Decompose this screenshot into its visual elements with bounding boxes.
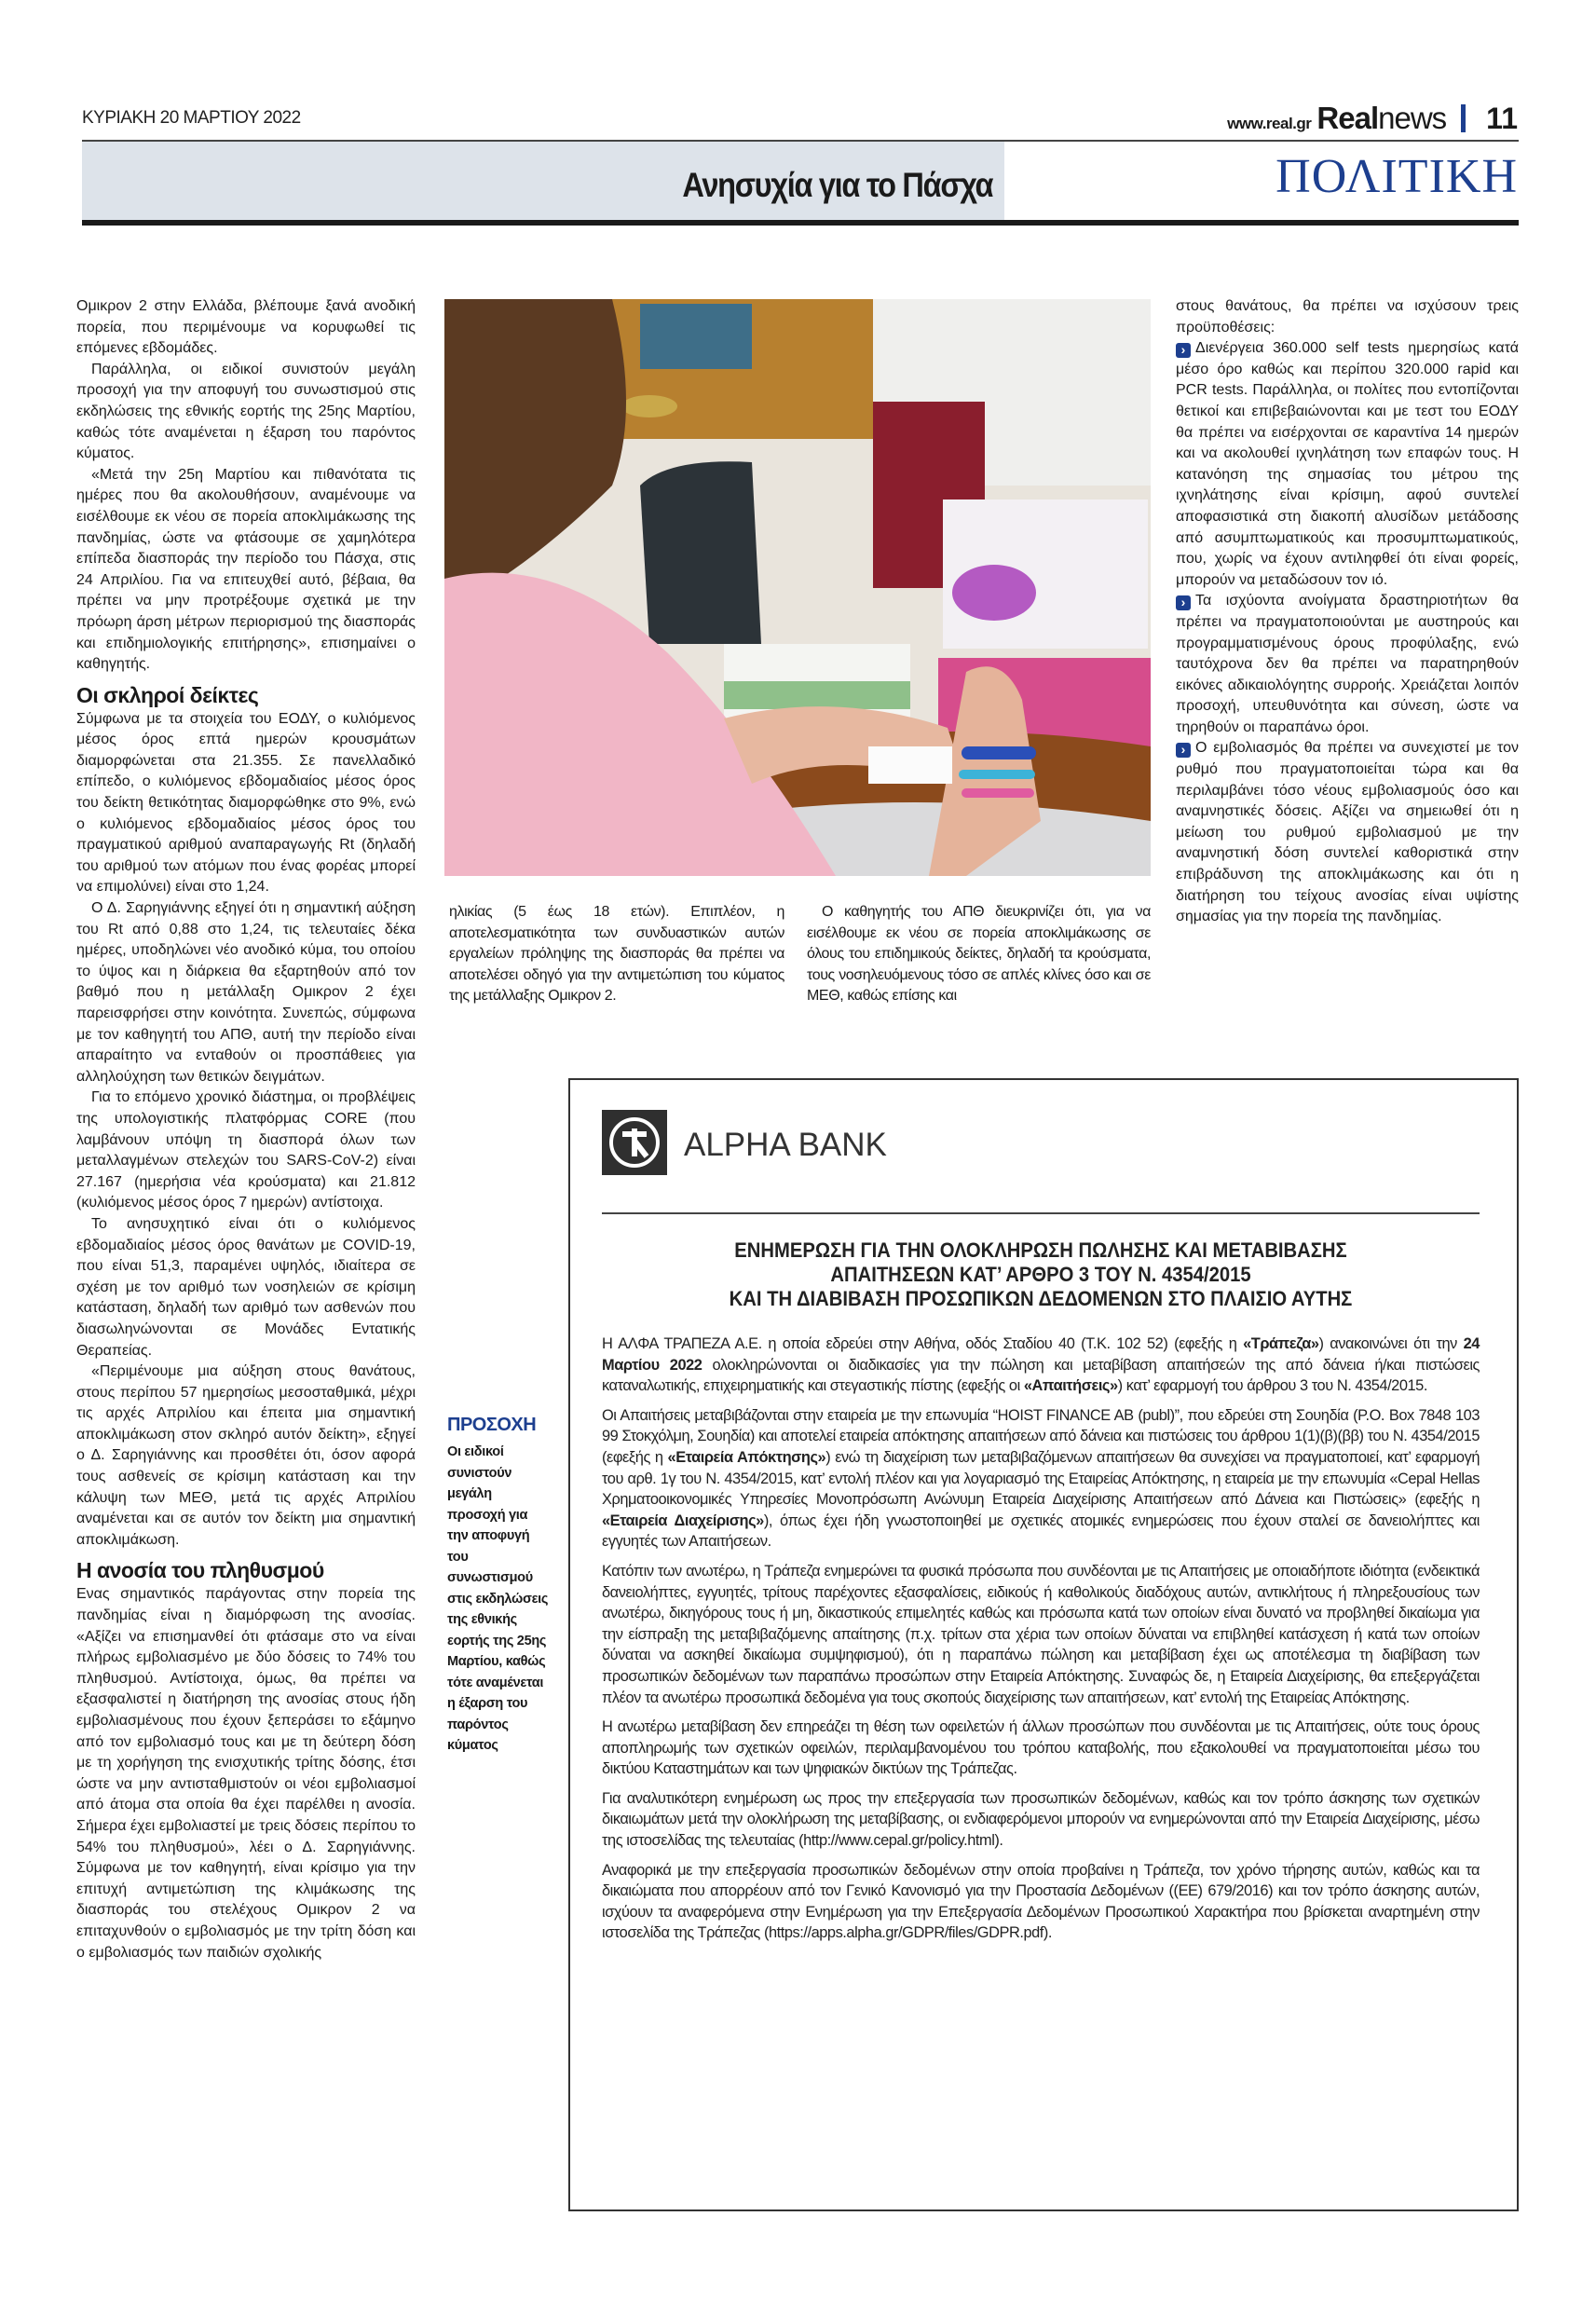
bullet-item bbox=[1176, 338, 1519, 591]
callout-box bbox=[447, 1415, 550, 1757]
callout-text: Οι ειδικοί συνιστούν μεγάλη προσοχή για την αποφυγή του συνωστισμού στις εκδηλώσεις της εθνικής εορτής της 25ης Μαρτίου, καθώς τότε αναμένεται η έξαρση του παρόντος κύματος bbox=[447, 1444, 549, 1753]
text: ) κατ’ εφαρμογή του άρθρου 3 του Ν. 4354/2015. bbox=[1117, 1377, 1427, 1395]
logo-real: Real bbox=[1316, 101, 1379, 135]
bold-term: «Απαιτήσεις» bbox=[1023, 1377, 1118, 1395]
article-photo bbox=[444, 299, 1151, 876]
title-line: ΚΑΙ ΤΗ ΔΙΑΒΙΒΑΣΗ ΠΡΟΣΩΠΙΚΩΝ ΔΕΔΟΜΕΝΩΝ ΣΤΟ ΠΛΑΙΣΙΟ ΑΥΤΗΣ bbox=[729, 1287, 1353, 1310]
paragraph: Αναφορικά με την επεξεργασία προσωπικών δεδομένων στην οποία προβαίνει η Τράπεζα, τον χρόνο τήρησης αυτών, καθώς και τα δικαιώματα που απορρέουν από τον Γενικό Κανονισμό για την Προστασία Δεδομένων ((ΕΕ) 679/2016) και τον τρόπο άσκησης αυτών, ισχύουν τα αναφερόμενα στην Ενημέρωση για την Επεξεργασία Δεδομένων Προσωπικού Χαρακτήρα που βρίσκεται αναρτημένη στην ιστοσελίδα της Τράπεζας (https://apps.alpha.gr/GDPR/files/GDPR.pdf). bbox=[602, 1861, 1480, 1942]
callout-title: ΠΡΟΣΟΧΗ bbox=[447, 1415, 537, 1435]
alpha-bank-notice bbox=[568, 1078, 1519, 2211]
title-line: ΑΠΑΙΤΗΣΕΩΝ ΚΑΤ’ ΑΡΘΡΟ 3 ΤΟΥ Ν. 4354/2015 bbox=[830, 1263, 1251, 1286]
site-url[interactable]: www.real.gr bbox=[1227, 115, 1312, 132]
covid-self-test-photo bbox=[444, 299, 1151, 876]
paragraph: Ενας σημαντικός παράγοντας στην πορεία της πανδημίας είναι η διαμόρφωση της ανοσίας. «Αξίζει να επισημανθεί ότι φτάσαμε στο να είναι πλήρως εμβολιασμένο με δύο δόσεις το 74% του πληθυσμού. Αντίστοιχα, όμως, θα πρέπει να εξασφαλιστεί η διατήρηση της ανοσίας στους ήδη εμβολιασμένους που έχουν ξεπεράσει το εξάμηνο από τον εμβολιασμό τους και με τη δεύτερη δόση με τη χορήγηση της ενισχυτικής τρίτης δόσης, έτσι ώστε να μην αντισταθμιστούν οι νέοι εμβολιασμοί από άτομα στα οποία θα έχει παρέλθει η ανοσία. Σήμερα έχει εμβολιαστεί με τρεις δόσεις περίπου το 54% του πληθυσμού», λέει ο Δ. Σαρηγιάννης. Σύμφωνα με τον καθηγητή, είναι κρίσιμο για την επιτυχή αντιμετώπιση της κλιμάκωσης της διασποράς του στελέχους Ομικρον 2 να επιταχυνθούν ο εμβολιασμός με την τρίτη δόση και ο εμβολιασμός των παιδιών σχολικής bbox=[76, 1586, 416, 1961]
page-number: 11 bbox=[1486, 102, 1518, 135]
paragraph: Ο καθηγητής του ΑΠΘ διευκρινίζει ότι, για να εισέλθουμε εκ νέου σε πορεία αποκλιμάκωσης σε όλους του επιδημικούς δείκτες, δηλαδή τα κρούσματα, τους νοσηλευόμενους τόσο σε απλές κλίνες όσο και σε ΜΕΘ, καθώς επίσης και bbox=[807, 904, 1151, 1005]
bullet-item bbox=[1176, 591, 1519, 738]
bold-term: «Εταιρεία Διαχείρισης» bbox=[602, 1512, 764, 1529]
bold-term: «Εταιρεία Απόκτησης» bbox=[667, 1448, 826, 1466]
paragraph: Ο Δ. Σαρηγιάννης εξηγεί ότι η σημαντική αύξηση του Rt από 0,88 στο 1,24, τις τελευταίες δέκα ημέρες, υποδηλώνει νέο ανοδικό κύμα, του οποίου το ύψος και η διάρκεια θα εξαρτηθούν από τον βαθμό που η μετάλλαξη Ομικρον 2 έχει παρεισφρήσει στην κοινότητα. Συνεπώς, σύμφωνα με τον καθηγητή του ΑΠΘ, αυτή την περίοδο είναι απαραίτητο να ενταθούν οι προσπάθειες για αλληλούχηση των θετικών δειγμάτων. bbox=[76, 900, 416, 1085]
chevron-right-icon: › bbox=[1176, 595, 1191, 610]
section-title: ΠΟΛΙΤΙΚΗ bbox=[1275, 150, 1518, 203]
chevron-right-icon: › bbox=[1176, 743, 1191, 758]
paragraph: στους θανάτους, θα πρέπει να ισχύσουν τρεις προϋποθέσεις: bbox=[1176, 298, 1519, 335]
paragraph: Κατόπιν των ανωτέρω, η Τράπεζα ενημερώνει τα φυσικά πρόσωπα που συνδέονται με τις Απαιτήσεις με οποιαδήποτε ιδιότητα (ενδεικτικά δανειολήπτες, εγγυητές, τρίτους παρέχοντες εξασφαλίσεις, ειδικούς ή καθολικούς διαδόχους αυτών, αντικλήτους ή πληρεξουσίους των ανωτέρω, δικηγόρους τους ή μη, δικαστικούς επιμελητές καθώς και πρόσωπα κατά των οποίων είναι δυνατό να προβληθεί δικαίωμα για την είσπραξη της μεταβιβαζόμενης απαίτησης (π.χ. τρίτων στα χέρια των οποίων δύναται να επιβληθεί κατάσχεση ή κατά των οποίων δύναται να ασκηθεί δικαίωμα συμψηφισμού), ότι η παραπάνω πώληση και μεταβίβαση έχει ως αποτέλεσμα τη διαβίβαση των προσωπικών δεδομένων των παραπάνω προσώπων στην Εταιρεία Απόκτησης. Συναφώς δε, η Εταιρεία Διαχείρισης, θα επεξεργάζεται πλέον τα ανωτέρω προσωπικά δεδομένα για τους σκοπούς διαχείρισης των απαιτήσεων, κατ’ εντολή της Εταιρείας Απόκτησης. bbox=[602, 1562, 1480, 1706]
chevron-right-icon: › bbox=[1176, 343, 1191, 358]
text: ) ενώ τη διαχείριση των μεταβιβαζόμενων απαιτήσεων θα συνεχίσει να πραγματοποιεί, κατ’ εφαρμογή του αρθ. 1γ του Ν. 4354/2015, κατ’ εντολή πλέον και για λογαριασμό της Εταιρείας Απόκτησης, η εταιρεία με την επωνυμία «Cepal Hellas Χρηματοοικονομικές Υπηρεσίες Μονοπρόσωπη Ανώνυμη Εταιρεία Διαχείρισης Απαιτήσεων από Δάνεια και Πιστώσεις» (εφεξής η bbox=[602, 1448, 1480, 1509]
notice-title bbox=[637, 1238, 1445, 1311]
paragraph: Για αναλυτικότερη ενημέρωση ως προς την επεξεργασία των προσωπικών δεδομένων, καθώς και τον τρόπο άσκησης των σχετικών δικαιωμάτων μετά την ολοκλήρωση της μεταβίβασης, οι ενδιαφερόμενοι μπορούν να ενημερώνονται από την Εταιρεία Διαχείρισης, μέσω της ιστοσελίδας της τελευταίας (http://www.cepal.gr/policy.html). bbox=[602, 1789, 1480, 1850]
alpha-bank-name: ALPHA BANK bbox=[684, 1127, 887, 1163]
text: ), όπως έχει ήδη γνωστοποιηθεί με σχετικές ατομικές ενημερώσεις που έχουν σταλεί σε δανειολήπτες και εγγυητές των Απαιτήσεων. bbox=[602, 1512, 1480, 1551]
divider bbox=[1461, 104, 1466, 132]
bullet-text: Τα ισχύοντα ανοίγματα δραστηριοτήτων θα πρέπει να πραγματοποιούνται με αυστηρούς και προγραμματισμένους όρους προφύλαξης, ενώ ταυτόχρονα δεν θα πρέπει να παρατηρηθούν εικόνες αδικαιολόγητης συρροής. Χρειάζεται λοιπόν προσοχή, υπευθυνότητα και σύνεση, ώστε να τηρηθούν οι παραπάνω όροι. bbox=[1176, 593, 1519, 735]
paragraph: Παράλληλα, οι ειδικοί συνιστούν μεγάλη προσοχή για την αποφυγή του συνωστισμού στις εκδηλώσεις της εθνικής εορτής της 25ης Μαρτίου, καθώς τότε αναμένεται η έξαρση του παρόντος κύματος. bbox=[76, 361, 416, 462]
text: ολοκληρώνονται οι διαδικασίες για την πώληση και μεταβίβαση απαιτήσεών της από δάνεια ή/και πιστώσεις καταναλωτικής, επιχειρηματικής και στεγαστικής πίστης (εφεξής οι bbox=[602, 1356, 1480, 1395]
bullet-text: Ο εμβολιασμός θα πρέπει να συνεχιστεί με τον ρυθμό που πραγματοποιείται τώρα και θα περιλαμβάνει τόσο νέους εμβολιασμούς όσο και αναμνηστικές δόσεις. Αξίζει να σημειωθεί ότι η μείωση του ρυθμού εμβολιασμού με την αναμνηστική δόση συντελεί καθοριστικά στην επιβράδυνση της αποκλιμάκωσης και ότι η διατήρηση του τείχους ανοσίας είναι υψίστης σημασίας για την πορεία της πανδημίας. bbox=[1176, 740, 1519, 925]
issue-date: ΚΥΡΙΑΚΗ 20 ΜΑΡΤΙΟΥ 2022 bbox=[82, 108, 301, 128]
divider bbox=[602, 1212, 1480, 1214]
paragraph bbox=[602, 1334, 1480, 1397]
bold-term: «Τράπεζα» bbox=[1243, 1335, 1319, 1352]
subheading: Οι σκληροί δείκτες bbox=[76, 682, 259, 707]
notice-body bbox=[602, 1334, 1480, 1952]
text: ) ανακοινώνει ότι την bbox=[1318, 1335, 1464, 1352]
bold-date: 24 Μαρτίου 2022 bbox=[602, 1335, 1480, 1374]
realnews-logo bbox=[1316, 101, 1446, 136]
paragraph: «Μετά την 25η Μαρτίου και πιθανότατα τις ημέρες που θα ακολουθήσουν, αναμένουμε να εισέλθουμε εκ νέου σε πορεία αποκλιμάκωσης της πανδημίας, ώστε να φτάσουμε σε χαμηλότερα επίπεδα διασποράς την περίοδο του Πάσχα, στις 24 Απριλίου. Για να επιτευχθεί αυτό, βέβαια, θα πρέπει να μην προτρέξουμε σχετικά με την πρόωρη άρση μέτρων περιορισμού της διασποράς και επιδημιολογικής επιτήρησης», επισημαίνει ο καθηγητής. bbox=[76, 466, 416, 673]
header-thick-rule bbox=[82, 220, 1519, 226]
bullet-text: Διενέργεια 360.000 self tests ημερησίως κατά μέσο όρο καθώς και περίπου 320.000 rapid και PCR tests. Παράλληλα, οι πολίτες που εντοπίζονται θετικοί και επιβεβαιώνονται και με τεστ του ΕΟΔΥ θα πρέπει να εισέρχονται σε καραντίνα 14 ημερών και να ακολουθεί ιχνηλάτηση των επαφών τους. Η κατανόηση της σημασίας του μέτρου της ιχνηλάτησης είναι κρίσιμη, αφού συντελεί αποφασιστικά στη διακοπή αλυσίδων μετάδοσης από ασυμπτωματικούς και προσυμπτωματικούς, που, χωρίς να έχουν αντιληφθεί ότι είναι φορείς, μπορούν να μεταδώσουν τον ιό. bbox=[1176, 340, 1519, 588]
paragraph: «Περιμένουμε μια αύξηση στους θανάτους, στους περίπου 57 ημερησίως μεσοσταθμικά, μέχρι τις αρχές Απριλίου και έπειτα μια σημαντική αποκλιμάκωση στον σκληρό αυτόν δείκτη», εξηγεί ο Δ. Σαρηγιάννης και προσθέτει ότι, όσον αφορά τους ασθενείς σε κρίσιμη κατάσταση και την κάλυψη των ΜΕΘ, μετά τις αρχές Απριλίου αναμένεται και σε αυτόν τον δείκτη μια σημαντική αποκλιμάκωση. bbox=[76, 1363, 416, 1548]
masthead bbox=[1227, 101, 1518, 136]
paragraph: Ομικρον 2 στην Ελλάδα, βλέπουμε ξανά ανοδική πορεία, που περιμένουμε να κορυφωθεί τις επόμενες εβδομάδες. bbox=[76, 298, 416, 357]
paragraph: Σύμφωνα με τα στοιχεία του ΕΟΔΥ, ο κυλιόμενος μέσος όρος επτά ημερών κρουσμάτων διαμορφώνεται στα 21.355. Σε πανελλαδικό επίπεδο, ο κυλιόμενος εβδομαδιαίος μέσος όρος του δείκτη θετικότητας διαμορφώθηκε στο 9%, ενώ ο κυλιόμενος εβδομαδιαίος μέσος όρος του πραγματικού αριθμού αναπαραγωγής Rt (δηλαδή του αριθμού των ατόμων που ένας φορέας μπορεί να επιμολύνει) είναι στο 1,24. bbox=[76, 710, 416, 896]
text: Οι Απαιτήσεις μεταβιβάζονται στην εταιρεία με την επωνυμία “HOIST FINANCE AB (publ)”, που εδρεύει στη Σουηδία (P.O. Box 7848 103 99 Στοκχόλμη, Σουηδία) και αποτελεί εταιρεία απόκτησης απαιτήσεων από δάνεια και πιστώσεις του άρθρου 1(1)(β)(ββ) του Ν. 4354/2015 (εφεξής η bbox=[602, 1406, 1480, 1466]
article-column-2 bbox=[449, 902, 784, 1007]
article-column-3 bbox=[807, 902, 1151, 1007]
paragraph: ηλικίας (5 έως 18 ετών). Επιπλέον, η αποτελεσματικότητα των συνδυαστικών αυτών εργαλείων πρόληψης της διασποράς θα πρέπει να αποτελέσει οδηγό για την αντιμετώπιση του κύματος της μετάλλαξης Ομικρον 2. bbox=[449, 904, 784, 1005]
alpha-bank-logo-icon bbox=[602, 1110, 667, 1175]
paragraph: Η ανωτέρω μεταβίβαση δεν επηρεάζει τη θέση των οφειλετών ή άλλων προσώπων που συνδέονται με τις Απαιτήσεις, ούτε τους όρους αποπληρωμής των σχετικών οφειλών, περιλαμβανομένου του τρόπου καταβολής, που εξακολουθεί να πραγματοποιείται μέσω του δικτύου Καταστημάτων και των ψηφιακών δικτύων της Τράπεζας. bbox=[602, 1718, 1480, 1778]
paragraph: Για το επόμενο χρονικό διάστημα, οι προβλέψεις της υπολογιστικής πλατφόρμας CORE (που λαμβάνουν υπόψη τη διασπορά όλων των μεταλλαγμένων στελεχών του SARS-CoV-2) είναι 27.167 (ημερήσια νέα κρούσματα) και 21.812 (κυλιόμενος μέσος όρος 7 ημερών) αντίστοιχα. bbox=[76, 1089, 416, 1211]
subheading: Η ανοσία του πληθυσμού bbox=[76, 1558, 324, 1583]
paragraph bbox=[602, 1405, 1480, 1553]
page-headline: Ανησυχία για το Πάσχα bbox=[682, 166, 992, 204]
article-column-4 bbox=[1176, 296, 1519, 928]
logo-news: news bbox=[1378, 101, 1447, 135]
text: Η ΑΛΦΑ ΤΡΑΠΕΖΑ Α.Ε. η οποία εδρεύει στην Αθήνα, οδός Σταδίου 40 (Τ.Κ. 102 52) (εφεξής η bbox=[602, 1335, 1244, 1352]
bullet-item bbox=[1176, 738, 1519, 927]
paragraph: Το ανησυχητικό είναι ότι ο κυλιόμενος εβδομαδιαίος μέσος όρος θανάτων με COVID-19, που είναι 51,3, παραμένει υψηλός, ιδιαίτερα σε σχέση με τον αριθμό των νοσηλειών σε κρίσιμη κατάσταση, δηλαδή των αριθμό των ασθενών που διασωληνώνονται σε Μονάδες Εντατικής Θεραπείας. bbox=[76, 1215, 416, 1359]
title-line: ΕΝΗΜΕΡΩΣΗ ΓΙΑ ΤΗΝ ΟΛΟΚΛΗΡΩΣΗ ΠΩΛΗΣΗΣ ΚΑΙ ΜΕΤΑΒΙΒΑΣΗΣ bbox=[734, 1238, 1347, 1262]
article-column-1 bbox=[76, 296, 416, 1963]
